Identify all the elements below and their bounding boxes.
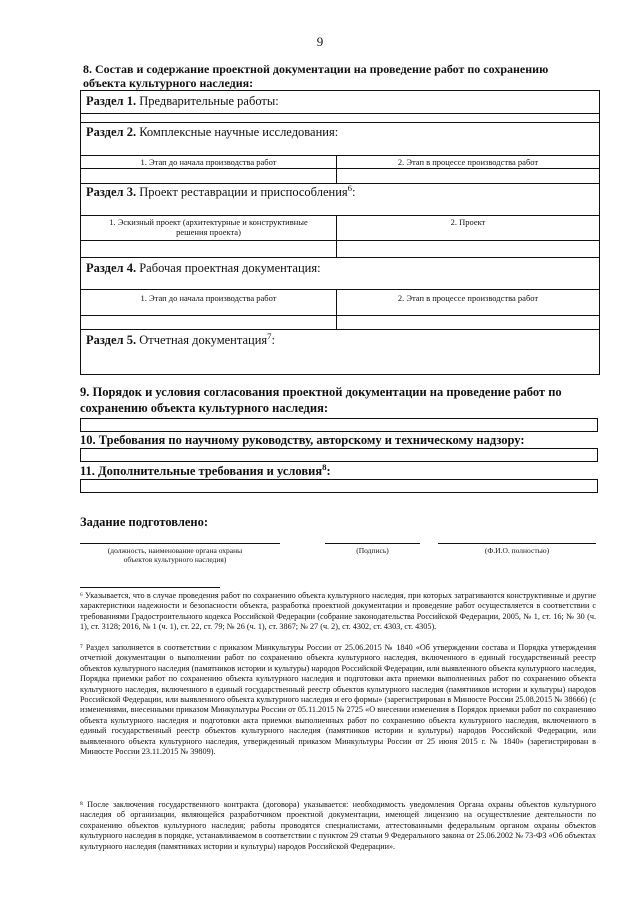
- signature-caption: (Подпись): [356, 546, 389, 555]
- section-11-title: 11. Дополнительные требования и условия$^8$:: [80, 461, 331, 478]
- section-9-title: 9. Порядок и условия согласования проектной документации на проведение работ по сохранению объекта культурного наследия:: [80, 385, 562, 415]
- razdel-3-stage-1: 1. Эскизный проект (архитектурные и конструктивные решения проекта): [109, 217, 308, 237]
- razdel-2-heading: Раздел 2. Комплексные научные исследования:: [86, 125, 339, 139]
- signature-line: [325, 543, 420, 544]
- footnote-rule: [80, 587, 220, 588]
- razdel-4-heading: Раздел 4. Рабочая проектная документация:: [86, 261, 321, 275]
- position-line: [80, 543, 280, 544]
- page-number: 9: [316, 34, 324, 49]
- section-9-field[interactable]: [80, 418, 598, 432]
- section-10-title: 10. Требования по научному руководству, авторскому и техническому надзору:: [80, 433, 525, 447]
- footnote-6: ⁶ Указывается, что в случае проведения работ по сохранению объекта культурного наследия, при которых затрагиваются конструктивные и другие характеристики надежности и безопасности объекта, разработка проектной документации и проведение работ осуществляется в соответствии с требованиями Градостроительного кодекса Российской Федерации (собрание законодательства Российской Федерации, 2005, № 1, ст. 16; № 30 (ч. 1), ст. 3128; 2016, № 1 (ч. 1), ст. 22, ст. 79; № 26 (ч. 1), ст. 3867; № 27 (ч. 2), ст. 4302, ст. 4303, ст. 4305).: [80, 591, 596, 632]
- name-line: [438, 543, 596, 544]
- name-caption: (Ф.И.О. полностью): [484, 546, 550, 555]
- section-8-title: 8. Состав и содержание проектной документации на проведение работ по сохранению объекта культурного наследия:: [83, 62, 549, 90]
- razdel-4-stage-1: 1. Этап до начала производства работ: [140, 293, 277, 303]
- razdel-2-stage-2: 2. Этап в процессе производства работ: [397, 157, 539, 167]
- position-caption: (должность, наименование органа охраны объектов культурного наследия): [107, 546, 243, 564]
- razdel-3-heading: Раздел 3. Проект реставрации и приспособления$^6$:: [86, 182, 356, 199]
- section-10-field[interactable]: [80, 448, 598, 462]
- razdel-1-heading: Раздел 1. Предварительные работы:: [86, 94, 279, 108]
- section-11-field[interactable]: [80, 479, 598, 493]
- razdel-5-heading: Раздел 5. Отчетная документация$^7$:: [86, 330, 275, 347]
- prepared-title: Задание подготовлено:: [80, 515, 209, 529]
- razdel-3-stage-2: 2. Проект: [450, 217, 486, 227]
- section-8-table: [80, 90, 600, 375]
- footnote-8: ⁸ После заключения государственного контракта (договора) указывается: необходимость уведомления Органа охраны объектов культурного наследия об организации, являющейся разработчиком проектной документации, имеющей лицензию на осуществление деятельности по сохранению объектов культурного наследия; работы проводятся специалистами, аттестованными федеральным органом охраны объектов культурного наследия в порядке, устанавливаемом в соответствии с пунктом 29 статьи 9 Федерального закона от 25.06.2002 № 73-ФЗ «Об объектах культурного наследия (памятниках истории и культуры) народов Российской Федерации».: [80, 800, 596, 851]
- razdel-2-stage-1: 1. Этап до начала производства работ: [140, 157, 277, 167]
- razdel-4-stage-2: 2. Этап в процессе производства работ: [397, 293, 539, 303]
- footnote-7: ⁷ Раздел заполняется в соответствии с приказом Минкультуры России от 25.06.2015 № 1840 «Об утверждении состава и Порядка утверждения отчетной документации о выполнении работ по сохранению объекта культурного наследия, включенного в единый государственный реестр объектов культурного наследия (памятников истории и культуры) народов Российской Федерации, или выявленного объекта культурного наследия, Порядка приемки работ по сохранению объекта культурного наследия и подготовки акта приемки выполненных работ по сохранению объекта культурного наследия, включенного в единый государственный реестр объектов культурного наследия (памятников истории и культуры) народов Российской Федерации, или выявленного объекта культурного наследия и его формы» (зарегистрирован в Минюсте России 25.08.2015 № 38666) (с изменениями, внесенными приказом Минкультуры России от 05.11.2015 № 2725 «О внесении изменения в Порядок приемки работ по сохранению объекта культурного наследия и подготовки акта приемки выполненных работ по сохранению объекта культурного наследия, включенного в единый государственный реестр объектов культурного наследия (памятников истории и культуры) народов Российской Федерации, или выявленного объекта культурного наследия, утвержденный приказом Минкультуры России от 25 июня 2015 г. № 1840» (зарегистрирован в Минюсте России 23.11.2015 № 39809).: [80, 643, 596, 757]
